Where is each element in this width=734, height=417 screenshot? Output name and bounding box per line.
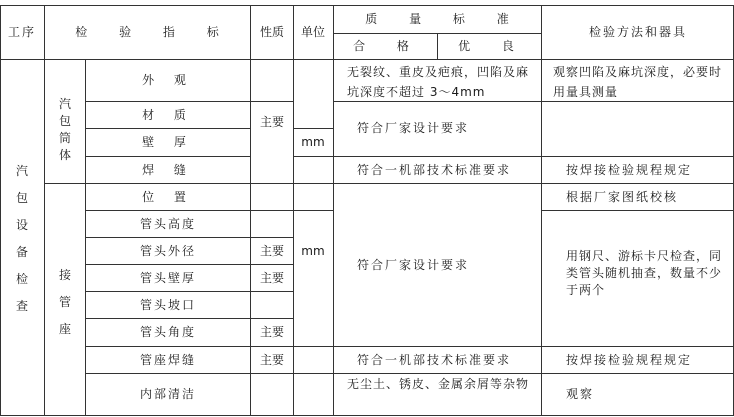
header-method: 检验方法和器具 — [588, 25, 688, 39]
standard-weld-nozzle: 符合一机部技术标准要求 — [357, 353, 512, 367]
header-nature: 性质 — [259, 25, 285, 39]
method-weld-drum: 按焊接检验规程规定 — [566, 163, 693, 177]
item-wall-thickness: 壁 厚 — [142, 135, 194, 149]
standard-appearance: 无裂纹、重皮及疤痕，凹陷及麻坑深度不超过 3～4mm — [347, 65, 530, 99]
method-weld-nozzle: 按焊接检验规程规定 — [566, 353, 693, 367]
item-position: 位 置 — [142, 190, 194, 204]
standard-design-drum: 符合厂家设计要求 — [357, 121, 470, 135]
item-nozzle-bevel: 管头坡口 — [139, 298, 197, 312]
item-internal-cleanliness: 内部清洁 — [139, 387, 197, 401]
nature-drum: 主要 — [259, 115, 285, 129]
process-name-vertical: 汽 包 设 备 检 查 — [15, 164, 28, 313]
unit-thickness: mm — [301, 135, 325, 149]
method-cleanliness: 观察 — [566, 387, 595, 401]
header-excellent: 优 良 — [458, 39, 528, 53]
header-indicator: 检 验 指 标 — [75, 25, 233, 39]
header-quality-standard: 质 量 标 准 — [365, 12, 523, 26]
method-measure: 用钢尺、游标卡尺检查，同类管头随机抽查，数量不少于两个 — [566, 249, 723, 297]
method-appearance: 观察凹陷及麻坑深度，必要时用量具测量 — [553, 65, 723, 99]
item-nozzle-angle: 管头角度 — [139, 325, 197, 339]
standard-design-nozzle: 符合厂家设计要求 — [357, 258, 470, 272]
group-nozzle-vertical: 接 管 座 — [58, 268, 71, 336]
item-weld: 焊 缝 — [142, 163, 194, 177]
group-drum-vertical: 汽 包 筒 体 — [58, 97, 71, 162]
nature-nozzle-angle: 主要 — [259, 325, 285, 339]
item-nozzle-weld: 管座焊缝 — [139, 353, 197, 367]
method-position: 根据厂家图纸校核 — [566, 190, 679, 204]
item-appearance: 外 观 — [142, 73, 194, 87]
nature-nozzle-weld: 主要 — [259, 353, 285, 367]
standard-cleanliness: 无尘土、锈皮、金属余屑等杂物 — [347, 377, 530, 391]
nature-nozzle-od: 主要 — [259, 244, 285, 258]
item-nozzle-wall: 管头壁厚 — [139, 271, 197, 285]
header-process: 工序 — [7, 25, 37, 39]
item-nozzle-od: 管头外径 — [139, 244, 197, 258]
header-qualified: 合 格 — [353, 39, 423, 53]
unit-nozzle: mm — [301, 244, 325, 258]
standard-weld-drum: 符合一机部技术标准要求 — [357, 163, 512, 177]
nature-nozzle-wall: 主要 — [259, 271, 285, 285]
item-nozzle-height: 管头高度 — [139, 217, 197, 231]
header-unit: 单位 — [300, 25, 326, 39]
item-material: 材 质 — [142, 108, 194, 122]
